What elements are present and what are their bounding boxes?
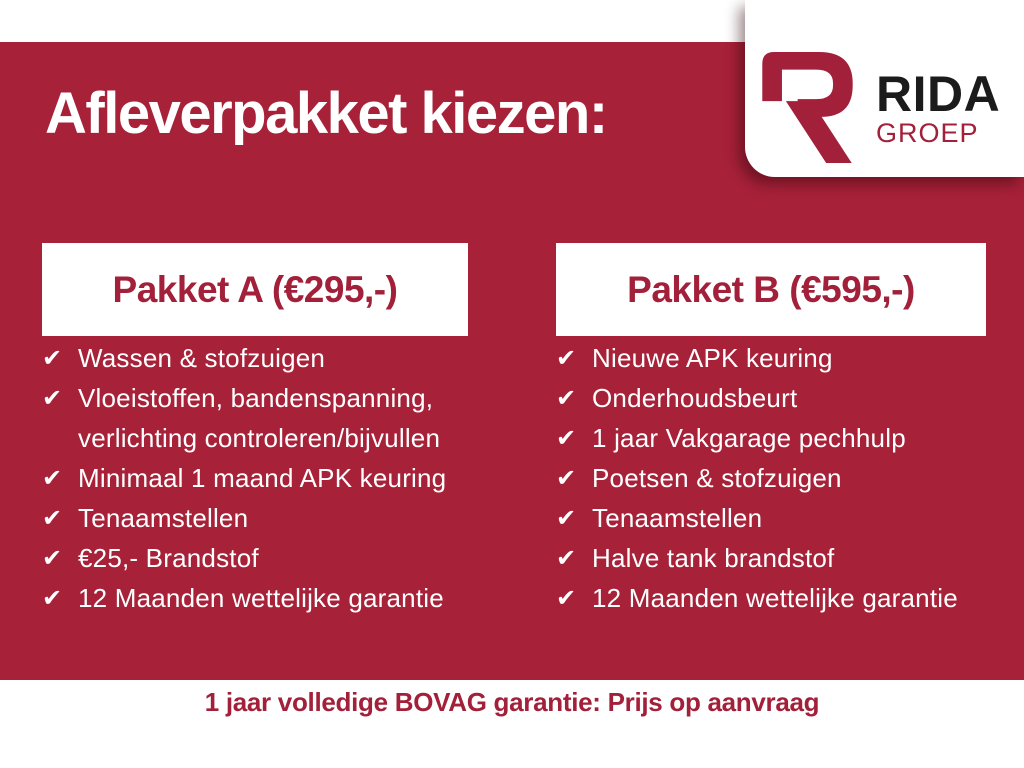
list-item [42, 378, 468, 418]
list-item [42, 458, 468, 498]
list-item [556, 458, 986, 498]
list-item-continuation [42, 418, 468, 458]
list-item [556, 578, 986, 618]
list-item-text: Tenaamstellen [592, 502, 763, 533]
list-item [42, 498, 468, 538]
list-item-text: Halve tank brandstof [592, 542, 835, 573]
check-icon: ✔ [556, 344, 577, 372]
check-icon: ✔ [42, 344, 63, 372]
package-b [556, 243, 986, 618]
list-item [556, 378, 986, 418]
package-b-header[interactable] [556, 243, 986, 336]
list-item-text: Vloeistoffen, bandenspanning, [78, 382, 434, 413]
page-title: Afleverpakket kiezen: [45, 81, 607, 146]
list-item-text: Nieuwe APK keuring [592, 342, 833, 373]
list-item-text: 1 jaar Vakgarage pechhulp [592, 422, 906, 453]
list-item [556, 338, 986, 378]
list-item-text: Onderhoudsbeurt [592, 382, 798, 413]
check-icon: ✔ [556, 464, 577, 492]
logo-wordmark [876, 66, 1001, 149]
list-item-text: 12 Maanden wettelijke garantie [592, 582, 958, 613]
list-item-text: Minimaal 1 maand APK keuring [78, 462, 447, 493]
check-icon: ✔ [42, 384, 63, 412]
check-icon: ✔ [556, 544, 577, 572]
list-item-text: 12 Maanden wettelijke garantie [78, 582, 444, 613]
check-icon: ✔ [42, 464, 63, 492]
list-item-text: Poetsen & stofzuigen [592, 462, 842, 493]
list-item-text: Wassen & stofzuigen [78, 342, 326, 373]
package-a-list [42, 338, 468, 618]
footer-note: 1 jaar volledige BOVAG garantie: Prijs op aanvraag [204, 687, 820, 717]
check-icon: ✔ [42, 544, 63, 572]
list-item-text: Tenaamstellen [78, 502, 249, 533]
list-item [42, 538, 468, 578]
list-item [42, 578, 468, 618]
package-a [42, 243, 468, 618]
check-icon: ✔ [42, 504, 63, 532]
logo-name: RIDA [876, 66, 1001, 122]
list-item-text: €25,- Brandstof [78, 542, 259, 573]
list-item [556, 418, 986, 458]
check-icon: ✔ [556, 584, 577, 612]
check-icon: ✔ [556, 424, 577, 452]
list-item [42, 338, 468, 378]
package-a-title: Pakket A (€295,-) [112, 268, 398, 310]
check-icon: ✔ [556, 384, 577, 412]
package-b-title: Pakket B (€595,-) [627, 268, 915, 310]
bottom-white-band [0, 680, 1024, 768]
check-icon: ✔ [42, 584, 63, 612]
logo-subname: GROEP [876, 118, 979, 148]
package-b-list [556, 338, 986, 618]
rida-r-logo-icon [762, 52, 853, 165]
rida-groep-logo [745, 0, 1024, 177]
package-a-header[interactable] [42, 243, 468, 336]
list-item [556, 498, 986, 538]
list-item [556, 538, 986, 578]
list-item-text: verlichting controleren/bijvullen [78, 422, 441, 453]
check-icon: ✔ [556, 504, 577, 532]
